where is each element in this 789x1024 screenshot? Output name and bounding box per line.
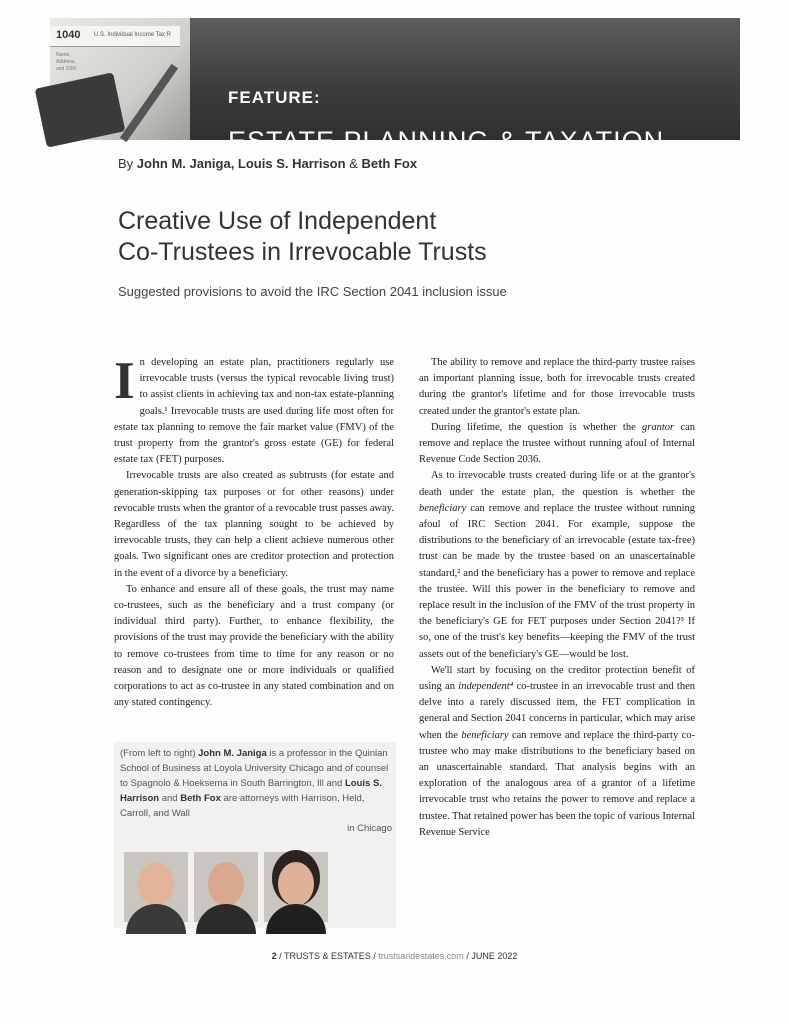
byline-prefix: By	[118, 156, 134, 171]
paragraph: We'll start by focusing on the creditor protection benefit of using an independent⁴ co-trustee in an irrevocable trust and then delve into a rarely discussed item, the FET complication in general and Section 2041 concerns in particular, which may arise when the beneficiary can remove and replace the third-party co-trustee who may make distributions to the beneficiary based on an unascertainable standard. That analysis begins with an exploration of the analogous area of a grantor of a lifetime irrevocable trust who retains the power to remove and replace a trustee. That retained power has been the topic of various Internal Revenue Service	[419, 664, 696, 838]
paragraph: During lifetime, the question is whether the grantor can remove and replace the trustee without running afoul of Internal Revenue Code Section 2036.	[419, 421, 695, 466]
form-line: Name,	[56, 52, 71, 58]
feature-label: FEATURE:	[228, 88, 321, 107]
author-photo-janiga	[124, 852, 188, 922]
title-line-2: Co-Trustees in Irrevocable Trusts	[118, 238, 487, 266]
form-subtitle: U.S. Individual Income Tax R	[94, 32, 171, 38]
byline-amp: &	[349, 156, 358, 171]
paragraph: As to irrevocable trusts created during life or at the grantor's death under the estate plan, the question is whether the beneficiary can remove and replace the trustee without running afoul of IRC Section 2041. For example, suppose the distributions to the beneficiary of an irrevocable (estate tax-free) trust can be made by the trustee based on an unascertainable standard,² and the beneficiary has a power to remove and replace the trustee. Will this power in the beneficiary to remove and replace result in the inclusion of the FMV of the trust property in the beneficiary's GE for FET purposes under Section 2041?³ If so, one of the trust's key benefits—keeping the FMV of the trust assets out of the beneficiary's GE—would be lost.	[419, 470, 696, 660]
paragraph: Irrevocable trusts are also created as subtrusts (for estate and generation-skipping tax purposes or for other reasons) under revocable trusts when the grantor of a revocable trust passes away. Regardless of the tax planning sought to be achieved by irrevocable trusts, they can help a client achieve numerous other goals. Two significant ones are creditor protection and protection in the event of a divorce by a beneficiary.	[114, 470, 394, 579]
article-subtitle: Suggested provisions to avoid the IRC Section 2041 inclusion issue	[118, 284, 507, 299]
tax-form-photo	[50, 18, 190, 140]
feature-banner	[50, 18, 740, 156]
page-number: 2	[271, 951, 277, 961]
form-line: and SSN	[56, 66, 77, 72]
author-bio-box	[114, 742, 396, 928]
author-photo-harrison	[194, 852, 258, 922]
section-title: ESTATE PLANNING & TAXATION	[228, 126, 665, 156]
form-field-labels	[56, 52, 76, 73]
calculator-image	[35, 72, 126, 147]
form-number: 1040	[56, 29, 81, 41]
right-column	[419, 355, 695, 841]
drop-cap: I	[114, 352, 135, 410]
form-line: Address,	[56, 59, 76, 65]
byline-authors: John M. Janiga, Louis S. Harrison	[136, 156, 346, 171]
author-name: Louis S. Harrison	[120, 778, 382, 804]
title-line-1: Creative Use of Independent	[118, 207, 437, 235]
publication-url: trustsandestates.com	[378, 951, 464, 961]
left-column	[114, 352, 394, 711]
issue-date: JUNE 2022	[471, 951, 518, 961]
author-photo-fox	[264, 852, 328, 922]
pen-image	[120, 64, 178, 142]
author-name: Beth Fox	[180, 793, 221, 804]
publication-name: TRUSTS & ESTATES	[284, 951, 371, 961]
paragraph: The ability to remove and replace the third-party trustee raises an important planning issue, both for irrevocable trusts created during the grantor's lifetime and for those irrevocable trusts created under the grantor's estate plan.	[419, 357, 695, 417]
byline	[118, 156, 417, 171]
page-footer: 2 / TRUSTS & ESTATES / trustsandestates.com / JUNE 2022	[271, 951, 518, 961]
author-name: John M. Janiga	[198, 748, 267, 759]
article-title	[118, 206, 487, 268]
paragraph: To enhance and ensure all of these goals, the trust may name co-trustees, such as the beneficiary and a trust company (or individual third party). Further, to enhance flexibility, the provisions of the trust may provide the beneficiary with the ability to remove co-trustees from time to time for any reason or no reason and to designate one or more individuals or qualified corporations to act as co-trustee in any stated combination and on any stated contingency.	[114, 583, 394, 709]
author-bio: (From left to right) John M. Janiga is a professor in the Quinlan School of Business at Loyola University Chicago and of counsel to Spagnolo & Hoeksema in South Barrington, Ill and Louis S. Harrison and Beth Fox are attorneys with Harrison, Held, Carroll, and Wall in Chicago	[120, 748, 392, 834]
paragraph: In developing an estate plan, practitioners regularly use irrevocable trusts (versus the typical revocable living trust) to assist clients in achieving tax and non-tax estate-planning goals.¹ Irrevocable trusts are used during life most often for estate tax planning to remove the fair market value (FMV) of the trust property from the grantor's gross estate (GE) for federal estate tax (FET) purposes.	[114, 352, 394, 466]
byline-last-author: Beth Fox	[361, 156, 418, 171]
